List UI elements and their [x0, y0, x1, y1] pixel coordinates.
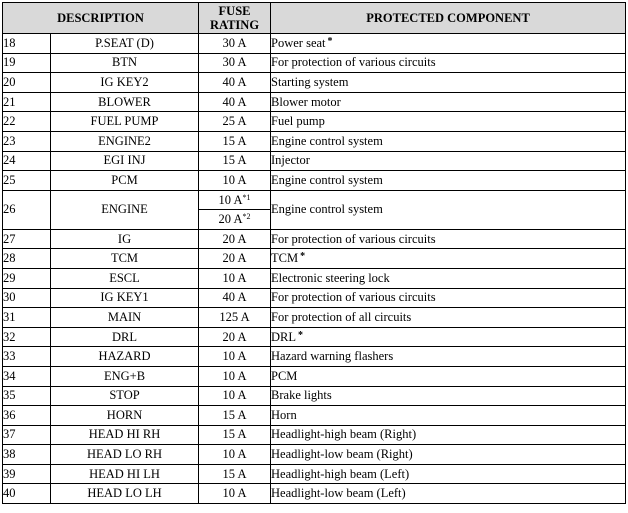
- fuse-description: HEAD HI LH: [51, 464, 199, 484]
- protected-component: [271, 151, 626, 171]
- fuse-description: FUEL PUMP: [51, 112, 199, 132]
- fuse-number: 30: [3, 288, 51, 308]
- protected-component: [271, 92, 626, 112]
- fuse-description: STOP: [51, 386, 199, 406]
- table-row: [3, 171, 626, 191]
- table-row: [3, 425, 626, 445]
- table-row: [3, 386, 626, 406]
- fuse-rating: 10 A: [199, 445, 271, 465]
- protected-component: [271, 386, 626, 406]
- fuse-description: HEAD LO RH: [51, 445, 199, 465]
- fuse-description: IG KEY1: [51, 288, 199, 308]
- fuse-number: 27: [3, 229, 51, 249]
- table-row: [3, 327, 626, 347]
- fuse-rating-value: 20 A: [218, 212, 243, 227]
- protected-component: [271, 425, 626, 445]
- protected-component: [271, 53, 626, 73]
- component-text: Injector: [271, 153, 310, 168]
- fuse-rating: 15 A: [199, 406, 271, 426]
- protected-component: [271, 73, 626, 93]
- protected-component: [271, 406, 626, 426]
- fuse-rating: 40 A: [199, 73, 271, 93]
- protected-component: [271, 464, 626, 484]
- fuse-description: HAZARD: [51, 347, 199, 367]
- fuse-table: [2, 2, 626, 504]
- fuse-description: ENGINE: [51, 190, 199, 229]
- header-description: DESCRIPTION: [3, 3, 199, 34]
- component-text: Power seat: [271, 35, 326, 50]
- fuse-description: BLOWER: [51, 92, 199, 112]
- fuse-rating: 25 A: [199, 112, 271, 132]
- fuse-number: 39: [3, 464, 51, 484]
- protected-component: [271, 190, 626, 229]
- component-text: Horn: [271, 407, 297, 422]
- component-text: For protection of all circuits: [271, 309, 412, 324]
- fuse-number: 38: [3, 445, 51, 465]
- fuse-number: 18: [3, 34, 51, 54]
- fuse-description: ENGINE2: [51, 131, 199, 151]
- fuse-description: TCM: [51, 249, 199, 269]
- component-text: Headlight-low beam (Left): [271, 486, 406, 501]
- footnote-marker: *1: [242, 192, 251, 202]
- table-row: [3, 406, 626, 426]
- component-text: DRL: [271, 329, 297, 344]
- component-text: Starting system: [271, 74, 349, 89]
- protected-component: [271, 112, 626, 132]
- component-text: For protection of various circuits: [271, 231, 436, 246]
- protected-component: [271, 308, 626, 328]
- fuse-number: 25: [3, 171, 51, 191]
- header-fuse-rating: FUSE RATING: [199, 3, 271, 34]
- fuse-number: 33: [3, 347, 51, 367]
- fuse-description: ENG+B: [51, 366, 199, 386]
- fuse-rating: 10 A: [199, 171, 271, 191]
- fuse-number: 35: [3, 386, 51, 406]
- component-text: For protection of various circuits: [271, 55, 436, 70]
- protected-component: [271, 484, 626, 504]
- fuse-description: PCM: [51, 171, 199, 191]
- table-row: [3, 92, 626, 112]
- fuse-rating: 15 A: [199, 464, 271, 484]
- fuse-number: 23: [3, 131, 51, 151]
- fuse-number: 24: [3, 151, 51, 171]
- table-row: [3, 288, 626, 308]
- fuse-rating: 10 A: [199, 366, 271, 386]
- fuse-rating: 20 A: [199, 327, 271, 347]
- fuse-description: ESCL: [51, 268, 199, 288]
- fuse-rating: 20 A: [199, 249, 271, 269]
- fuse-number: 26: [3, 190, 51, 229]
- fuse-number: 31: [3, 308, 51, 328]
- protected-component: [271, 268, 626, 288]
- component-text: Engine control system: [271, 133, 383, 148]
- header-protected-component: PROTECTED COMPONENT: [271, 3, 626, 34]
- component-text: Electronic steering lock: [271, 270, 390, 285]
- component-text: TCM: [271, 251, 299, 266]
- fuse-description: HORN: [51, 406, 199, 426]
- fuse-number: 34: [3, 366, 51, 386]
- fuse-rating: 10 A: [199, 347, 271, 367]
- table-row: [3, 249, 626, 269]
- fuse-number: 28: [3, 249, 51, 269]
- fuse-rating: 20 A: [199, 229, 271, 249]
- fuse-rating: 10 A: [199, 386, 271, 406]
- fuse-number: 22: [3, 112, 51, 132]
- protected-component: [271, 131, 626, 151]
- protected-component: [271, 171, 626, 191]
- table-row: [3, 131, 626, 151]
- table-row: [3, 34, 626, 54]
- fuse-rating: 40 A: [199, 92, 271, 112]
- table-row: [3, 112, 626, 132]
- component-text: Engine control system: [271, 202, 383, 217]
- fuse-number: 32: [3, 327, 51, 347]
- fuse-rating-option-1: [199, 191, 270, 210]
- protected-component: [271, 327, 626, 347]
- fuse-rating-value: 10 A: [218, 192, 243, 207]
- table-row: [3, 73, 626, 93]
- header-row: [3, 3, 626, 34]
- table-row: [3, 464, 626, 484]
- fuse-rating: 15 A: [199, 131, 271, 151]
- protected-component: [271, 229, 626, 249]
- fuse-number: 21: [3, 92, 51, 112]
- fuse-number: 37: [3, 425, 51, 445]
- component-text: Engine control system: [271, 172, 383, 187]
- fuse-description: HEAD HI RH: [51, 425, 199, 445]
- table-row: [3, 53, 626, 73]
- component-text: Brake lights: [271, 388, 332, 403]
- fuse-description: DRL: [51, 327, 199, 347]
- component-text: Headlight-high beam (Right): [271, 427, 417, 442]
- fuse-number: 29: [3, 268, 51, 288]
- component-text: Headlight-low beam (Right): [271, 447, 413, 462]
- table-row: [3, 366, 626, 386]
- fuse-description: P.SEAT (D): [51, 34, 199, 54]
- protected-component: [271, 34, 626, 54]
- asterisk-marker: *: [300, 251, 306, 263]
- fuse-rating: 40 A: [199, 288, 271, 308]
- component-text: Hazard warning flashers: [271, 349, 394, 364]
- protected-component: [271, 288, 626, 308]
- component-text: PCM: [271, 368, 298, 383]
- fuse-rows: [3, 34, 626, 504]
- fuse-description: HEAD LO LH: [51, 484, 199, 504]
- table-row: [3, 347, 626, 367]
- fuse-description: MAIN: [51, 308, 199, 328]
- fuse-number: 36: [3, 406, 51, 426]
- asterisk-marker: *: [298, 329, 304, 341]
- component-text: For protection of various circuits: [271, 290, 436, 305]
- asterisk-marker: *: [327, 35, 333, 47]
- table-row: [3, 229, 626, 249]
- component-text: Fuel pump: [271, 114, 325, 129]
- fuse-number: 40: [3, 484, 51, 504]
- table-row: [3, 268, 626, 288]
- table-row: [3, 151, 626, 171]
- fuse-description: EGI INJ: [51, 151, 199, 171]
- fuse-rating-split: [199, 190, 271, 229]
- component-text: Headlight-high beam (Left): [271, 466, 410, 481]
- fuse-rating: 10 A: [199, 484, 271, 504]
- fuse-rating: 10 A: [199, 268, 271, 288]
- table-row: [3, 445, 626, 465]
- fuse-rating: 30 A: [199, 34, 271, 54]
- fuse-number: 20: [3, 73, 51, 93]
- fuse-description: BTN: [51, 53, 199, 73]
- fuse-rating: 125 A: [199, 308, 271, 328]
- component-text: Blower motor: [271, 94, 341, 109]
- fuse-rating: 30 A: [199, 53, 271, 73]
- fuse-rating: 15 A: [199, 425, 271, 445]
- protected-component: [271, 347, 626, 367]
- fuse-description: IG: [51, 229, 199, 249]
- fuse-description: IG KEY2: [51, 73, 199, 93]
- fuse-rating-option-2: [199, 209, 270, 229]
- fuse-rating: 15 A: [199, 151, 271, 171]
- table-row: [3, 190, 626, 229]
- protected-component: [271, 366, 626, 386]
- table-row: [3, 484, 626, 504]
- protected-component: [271, 249, 626, 269]
- table-row: [3, 308, 626, 328]
- footnote-marker: *2: [242, 212, 251, 222]
- fuse-number: 19: [3, 53, 51, 73]
- protected-component: [271, 445, 626, 465]
